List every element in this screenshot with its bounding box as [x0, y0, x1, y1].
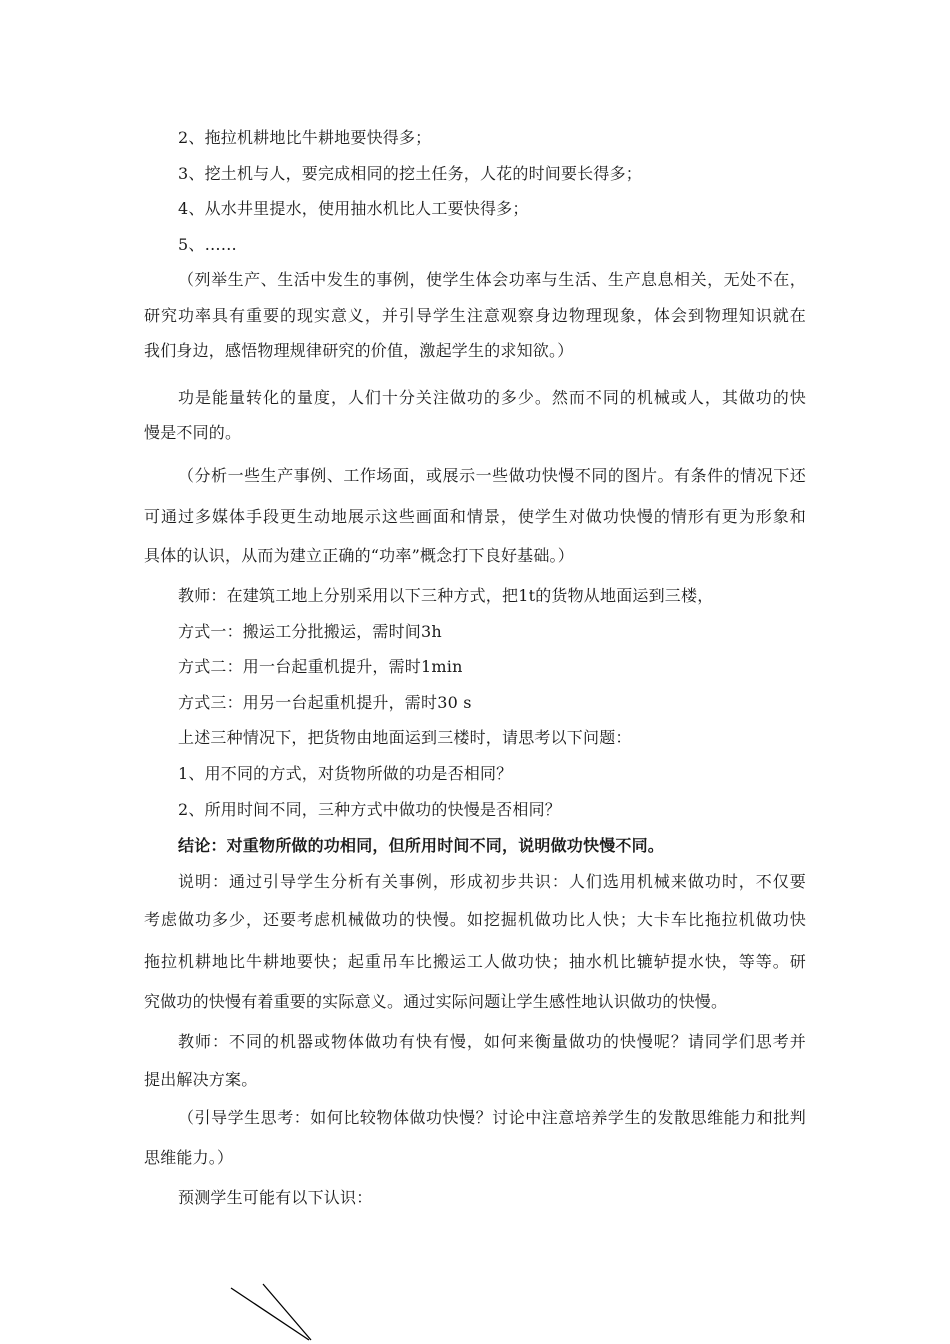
- note-1-line-2: 研究功率具有重要的现实意义，并引导学生注意观察身边物理现象，体会到物理知识就在: [144, 306, 806, 325]
- note-1-line-1: （列举生产、生活中发生的事例，使学生体会功率与生活、生产息息相关，无处不在，: [178, 270, 806, 289]
- note-1-line-3: 我们身边，感悟物理规律研究的价值，激起学生的求知欲。）: [144, 341, 574, 360]
- list-item-4: 4、从水井里提水，使用抽水机比人工要快得多；: [178, 199, 529, 218]
- conclusion: 结论：对重物所做的功相同，但所用时间不同，说明做功快慢不同。: [178, 836, 665, 855]
- method-3: 方式三：用另一台起重机提升，需时30 s: [178, 693, 472, 712]
- note-2-line-2: 可通过多媒体手段更生动地展示这些画面和情景，使学生对做功快慢的情形有更为形象和: [144, 507, 806, 526]
- diagram-fragment: [225, 1280, 325, 1344]
- list-item-3: 3、挖土机与人，要完成相同的挖土任务，人花的时间要长得多；: [178, 164, 642, 183]
- paragraph-1-line-2: 慢是不同的。: [144, 423, 242, 442]
- teacher-prompt-2-line-2: 提出解决方案。: [144, 1070, 258, 1089]
- note-2-line-1: （分析一些生产事例、工作场面，或展示一些做功快慢不同的图片。有条件的情况下还: [178, 466, 806, 485]
- prediction-intro: 预测学生可能有以下认识：: [178, 1188, 373, 1207]
- method-1: 方式一：搬运工分批搬运，需时间3h: [178, 622, 442, 641]
- paragraph-1-line-1: 功是能量转化的量度，人们十分关注做功的多少。然而不同的机械或人，其做功的快: [178, 388, 806, 407]
- note-3-line-1: （引导学生思考：如何比较物体做功快慢？讨论中注意培养学生的发散思维能力和批判: [178, 1108, 806, 1127]
- explanation-line-4: 究做功的快慢有着重要的实际意义。通过实际问题让学生感性地认识做功的快慢。: [144, 992, 728, 1011]
- explanation-line-1: 说明：通过引导学生分析有关事例，形成初步共识：人们选用机械来做功时，不仅要: [178, 872, 806, 891]
- diagram-line-1: [231, 1288, 309, 1340]
- question-2: 2、所用时间不同，三种方式中做功的快慢是否相同？: [178, 800, 561, 819]
- note-3-line-2: 思维能力。）: [144, 1148, 234, 1167]
- list-item-5: 5、……: [178, 235, 237, 254]
- list-item-2: 2、拖拉机耕地比牛耕地要快得多；: [178, 128, 432, 147]
- method-2: 方式二：用一台起重机提升，需时1min: [178, 657, 463, 676]
- explanation-line-3: 拖拉机耕地比牛耕地要快；起重吊车比搬运工人做功快；抽水机比辘轳提水快，等等。研: [144, 952, 806, 971]
- diagram-line-2: [263, 1284, 311, 1340]
- question-1: 1、用不同的方式，对货物所做的功是否相同？: [178, 764, 513, 783]
- teacher-prompt-1: 教师：在建筑工地上分别采用以下三种方式，把1t的货物从地面运到三楼，: [178, 586, 714, 605]
- teacher-prompt-2-line-1: 教师：不同的机器或物体做功有快有慢，如何来衡量做功的快慢呢？请同学们思考并: [178, 1032, 806, 1051]
- note-2-line-3: 具体的认识，从而为建立正确的“功率”概念打下良好基础。）: [144, 546, 574, 565]
- explanation-line-2: 考虑做功多少，还要考虑机械做功的快慢。如挖掘机做功比人快；大卡车比拖拉机做功快: [144, 910, 806, 929]
- questions-intro: 上述三种情况下，把货物由地面运到三楼时，请思考以下问题：: [178, 728, 632, 747]
